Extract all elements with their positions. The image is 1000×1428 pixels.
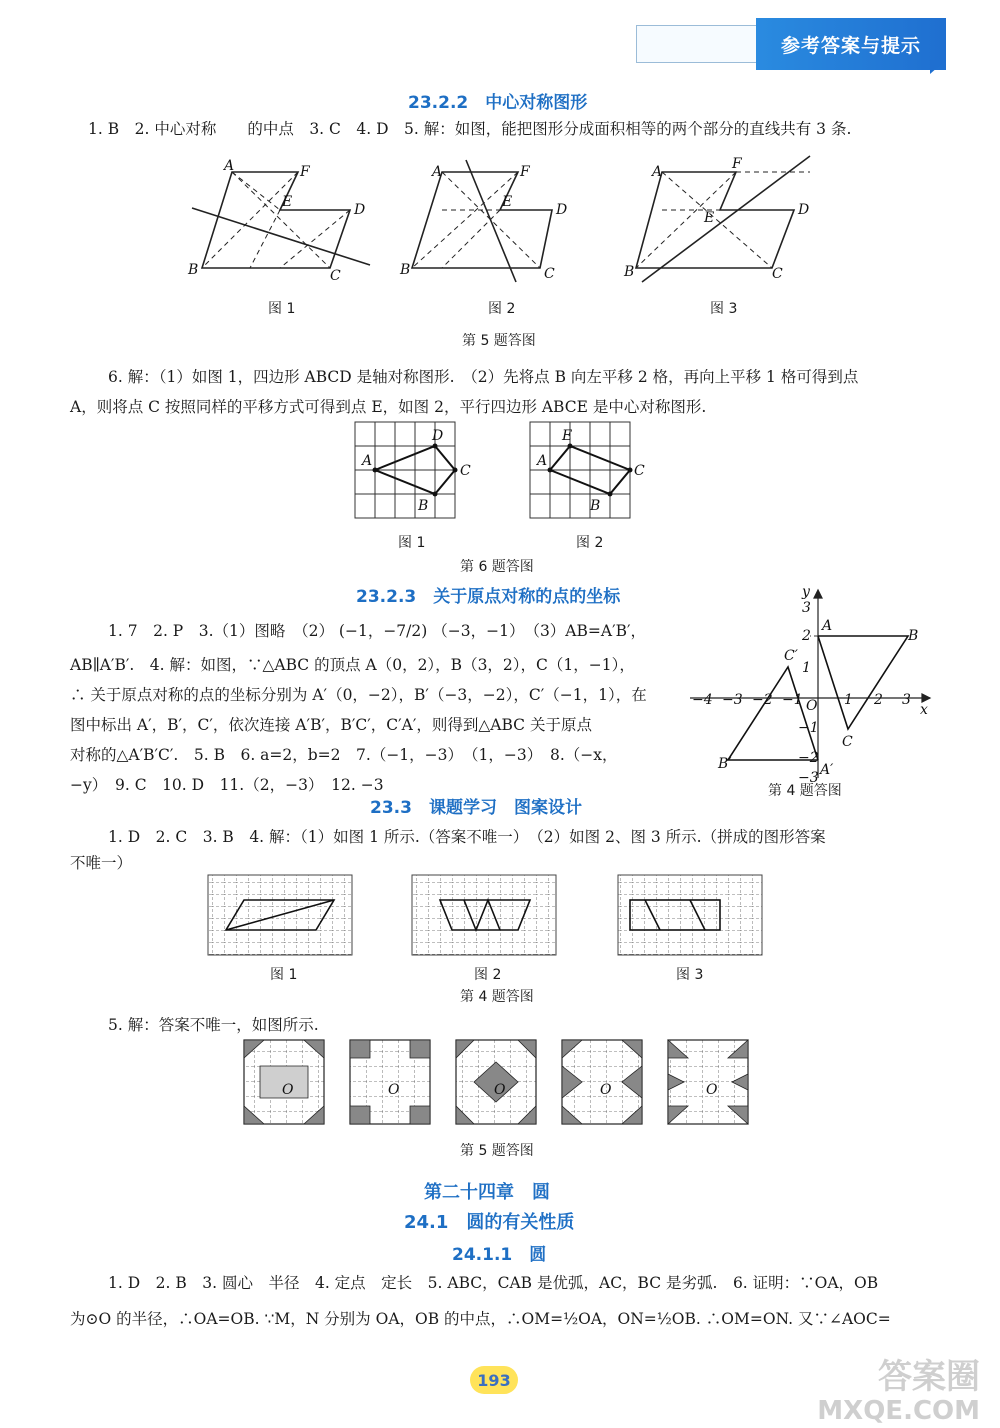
tick-x-neg1: −1	[782, 692, 803, 708]
q6-line-b: A，则将点 C 按照同样的平移方式可得到点 E，如图 2，平行四边形 ABCE 是中心对称图形.	[70, 398, 707, 416]
tick-y-neg2: −2	[798, 750, 819, 766]
s2-line3: ∴ 关于原点对称的点的坐标分别为 A′（0，−2），B′（−3，−2），C′（−1，1），在	[70, 686, 647, 704]
q6-grid1-label-d: D	[432, 428, 444, 444]
graph-label-b-prime: B′	[718, 756, 732, 772]
tick-x-3: 3	[902, 692, 911, 708]
section-title-23-3: 23.3 课题学习 图案设计	[370, 798, 582, 818]
q6-caption-2: 图 2	[576, 535, 604, 551]
tick-x-neg2: −2	[752, 692, 773, 708]
q6-grid1-label-a: A	[362, 453, 373, 469]
fig3-label-d: D	[798, 202, 810, 218]
q4-caption-3: 图 3	[676, 967, 704, 983]
section-title-23-2-2: 23.2.2 中心对称图形	[408, 93, 588, 113]
graph-label-a-prime: A′	[820, 762, 834, 778]
fig1-label-e: E	[282, 194, 293, 210]
graph-label-c: C	[842, 734, 853, 750]
graph-label-a: A	[822, 618, 833, 634]
subsection-title-24-1-1: 24.1.1 圆	[452, 1245, 547, 1265]
s2-line4: 图中标出 A′，B′，C′，依次连接 A′B′，B′C′，C′A′，则得到△ABC 关于原点	[70, 716, 592, 734]
watermark-text-2: MXQE.COM	[817, 1396, 980, 1426]
section-title-24-1: 24.1 圆的有关性质	[404, 1212, 575, 1233]
fig3-label-a: A	[652, 164, 663, 180]
fig1-label-f: F	[300, 164, 310, 180]
q4-coordinate-graph	[680, 582, 940, 786]
q6-grids	[350, 420, 645, 522]
fig2-label-e: E	[502, 194, 513, 210]
tick-y-neg1: −1	[798, 720, 819, 736]
q5-figures	[180, 150, 820, 290]
q5-figure-title: 第 5 题答图	[462, 333, 536, 349]
fig2-label-b: B	[400, 262, 411, 278]
y-axis-label: y	[802, 584, 810, 600]
tick-x-1: 1	[844, 692, 853, 708]
s2-line6: −y） 9. C 10. D 11.（2，−3） 12. −3	[70, 776, 384, 794]
fig2-label-c: C	[544, 266, 555, 282]
q5-pattern-tiles	[238, 1036, 768, 1130]
graph-label-c-prime: C′	[784, 648, 798, 664]
fig3-label-b: B	[624, 264, 635, 280]
svg-text:O: O	[706, 1082, 718, 1098]
s1-line1: 1. B 2. 中心对称 的中点 3. C 4. D 5. 解：如图，能把图形分成面积相等的两个部分的直线共有 3 条.	[88, 120, 852, 138]
q6-grid2-label-c: C	[634, 463, 645, 479]
fig3-label-e: E	[704, 210, 715, 226]
fig1-label-a: A	[224, 158, 235, 174]
header-banner-tail	[930, 60, 946, 74]
q4-caption-2: 图 2	[474, 967, 502, 983]
chapter-title-24: 第二十四章 圆	[424, 1182, 550, 1203]
s2-line5: 对称的△A′B′C′. 5. B 6. a=2，b=2 7.（−1，−3） （1，−3） 8.（−x，	[70, 746, 618, 764]
q6-figure-title: 第 6 题答图	[460, 559, 534, 575]
s2-line2: AB∥A′B′. 4. 解：如图，∵△ABC 的顶点 A（0，2），B（3，2），C（1，−1），	[70, 656, 635, 674]
q5-pattern-title: 第 5 题答图	[460, 1143, 534, 1159]
s3-line2: 不唯一）	[70, 854, 133, 872]
q5-answer: 5. 解：答案不唯一，如图所示.	[108, 1016, 319, 1034]
svg-text:O: O	[600, 1082, 612, 1098]
q5-caption-1: 图 1	[268, 301, 296, 317]
fig3-label-c: C	[772, 266, 783, 282]
q6-grid2-label-e: E	[562, 428, 573, 444]
s2-line1-frac: (−1，−7/2)	[338, 622, 428, 640]
tick-x-neg3: −3	[722, 692, 743, 708]
watermark-text-1: 答案圈	[878, 1357, 980, 1397]
q5-caption-3: 图 3	[710, 301, 738, 317]
svg-text:O: O	[388, 1082, 400, 1098]
x-axis-label: x	[920, 702, 928, 718]
svg-text:O: O	[282, 1082, 294, 1098]
tick-x-2: 2	[874, 692, 883, 708]
q5-caption-2: 图 2	[488, 301, 516, 317]
s4-line2: 为⊙O 的半径，∴OA=OB. ∵M，N 分别为 OA，OB 的中点，∴OM=½OA，ON=½OB. ∴OM=ON. 又∵∠AOC=	[70, 1310, 891, 1328]
section-title-23-2-3: 23.2.3 关于原点对称的点的坐标	[356, 587, 621, 607]
fig2-label-f: F	[520, 164, 530, 180]
tick-x-neg4: −4	[692, 692, 713, 708]
header-tab-box	[636, 25, 757, 63]
header-banner: 参考答案与提示	[756, 18, 946, 70]
tick-y-neg3: −3	[798, 770, 819, 786]
fig3-label-f: F	[732, 156, 742, 172]
origin-label: O	[806, 698, 818, 714]
fig2-label-d: D	[556, 202, 568, 218]
q6-grid1-label-c: C	[460, 463, 471, 479]
fig2-label-a: A	[432, 164, 443, 180]
svg-text:O: O	[494, 1082, 506, 1098]
q6-caption-1: 图 1	[398, 535, 426, 551]
fig1-label-c: C	[330, 268, 341, 284]
graph-label-b: B	[908, 628, 919, 644]
q6-grid2-label-a: A	[537, 453, 548, 469]
s3-line1: 1. D 2. C 3. B 4. 解：（1）如图 1 所示.（答案不唯一） （2）如图 2、图 3 所示.（拼成的图形答案	[108, 828, 826, 846]
s2-line1-b: （−3，−1） （3）AB=A′B′，	[432, 622, 647, 640]
q4-caption-1: 图 1	[270, 967, 298, 983]
q6-grid1-label-b: B	[418, 498, 429, 514]
q6-grid2-label-b: B	[590, 498, 601, 514]
q4-graph-title: 第 4 题答图	[768, 783, 842, 799]
s2-line1-a: 1. 7 2. P 3.（1）图略 （2）	[108, 622, 334, 640]
fig1-label-b: B	[188, 262, 199, 278]
s2-line1	[108, 616, 646, 646]
q4-pattern-title: 第 4 题答图	[460, 989, 534, 1005]
tick-y-2: 2	[802, 628, 811, 644]
fig1-label-d: D	[354, 202, 366, 218]
q6-line-a: 6. 解：（1）如图 1，四边形 ABCD 是轴对称图形. （2）先将点 B 向左平移 2 格，再向上平移 1 格可得到点	[108, 368, 859, 386]
watermark-logo	[817, 1357, 980, 1428]
tick-y-1: 1	[802, 660, 811, 676]
page-number: 193	[470, 1366, 518, 1394]
s4-line1: 1. D 2. B 3. 圆心 半径 4. 定点 定长 5. ABC，CAB 是优弧，AC，BC 是劣弧. 6. 证明：∵OA，OB	[108, 1274, 879, 1292]
tick-y-3: 3	[802, 600, 811, 616]
q4-pattern-grids	[200, 870, 780, 960]
